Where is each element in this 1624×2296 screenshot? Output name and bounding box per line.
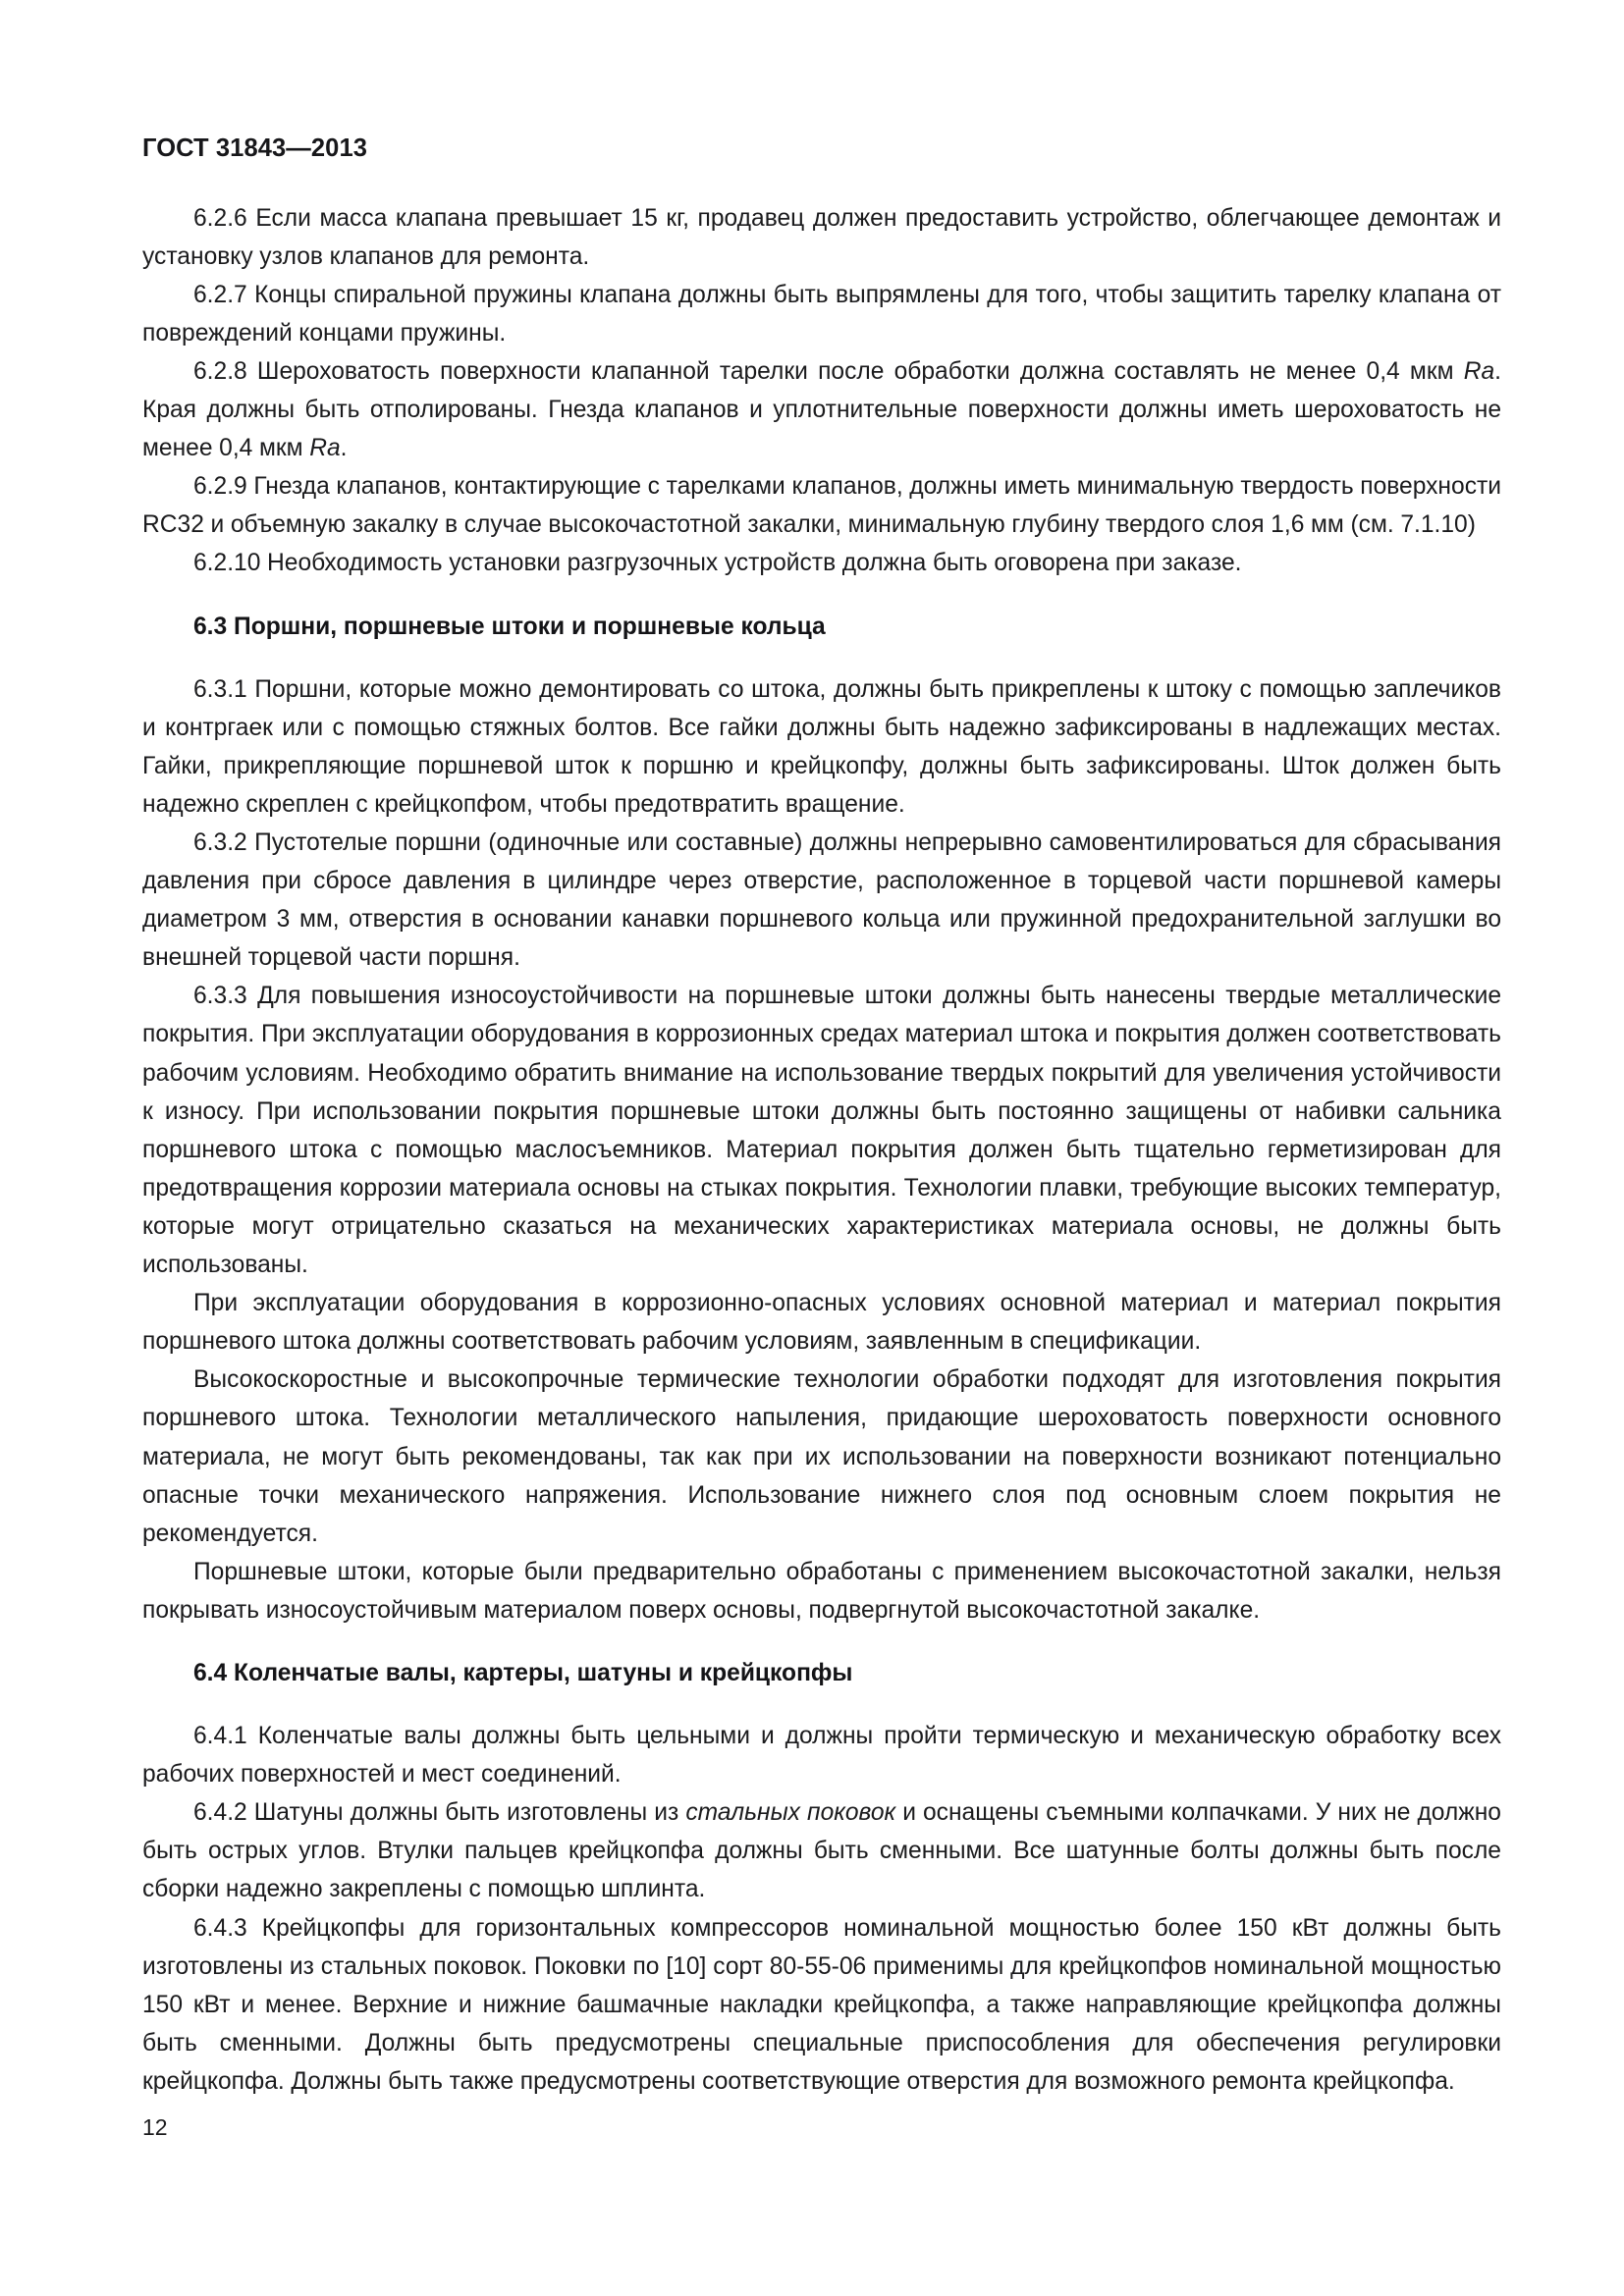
clause-6-2-8-text-c: . (340, 435, 348, 462)
clause-6-3-3: 6.3.3 Для повышения износоустойчивости на поршневые штоки должны быть нанесены твердые металлические покрытия. При эксплуатации оборудования в коррозионных средах материал штока и покрытия должен соответствовать рабочим условиям. Необходимо обратить внимание на использование твердых покрытий для увеличения устойчивости к износу. При использовании покрытия поршневые штоки должны быть постоянно защищены от набивки сальника поршневого штока с помощью маслосъемников. Материал покрытия должен быть тщательно герметизирован для предотвращения коррозии материала основы на стыках покрытия. Технологии плавки, требующие высоких температур, которые могут отрицательно сказаться на механических характеристиках материала основы, не должны быть использованы. (142, 983, 1501, 1279)
roughness-symbol-ra-2: Ra (309, 435, 341, 462)
clause-6-2-6: 6.2.6 Если масса клапана превышает 15 кг, продавец должен предоставить устройство, облегчающее демонтаж и установку узлов клапанов для ремонта. (142, 204, 1501, 270)
paragraph-thermal-technologies: Высокоскоростные и высокопрочные термические технологии обработки подходят для изготовления покрытия поршневого штока. Технологии металлического напыления, придающие шероховатость поверхности основного материала, не могут быть рекомендованы, так как при их использовании на поверхности возникают потенциально опасные точки механического напряжения. Использование нижнего слоя под основным слоем покрытия не рекомендуется. (142, 1366, 1501, 1547)
clause-6-4-1: 6.4.1 Коленчатые валы должны быть цельными и должны пройти термическую и механическую обработку всех рабочих поверхностей и мест соединений. (142, 1723, 1501, 1789)
clause-6-2-9: 6.2.9 Гнезда клапанов, контактирующие с тарелками клапанов, должны иметь минимальную твердость поверхности RC32 и объемную закалку в случае высокочастотной закалки, минимальную глубину твердого слоя 1,6 мм (см. 7.1.10) (142, 473, 1501, 539)
paragraph-piston-rods-hardening: Поршневые штоки, которые были предварительно обработаны с применением высокочастотной закалки, нельзя покрывать износоустойчивым материалом поверх основы, подвергнутой высокочастотной закалке. (142, 1558, 1501, 1624)
clause-6-2-8 (142, 352, 1501, 467)
document-standard-header: ГОСТ 31843—2013 (142, 134, 368, 162)
heading-spacer-above-6-4 (142, 1629, 1501, 1654)
document-body (142, 199, 1501, 2101)
heading-6-4: 6.4 Коленчатые валы, картеры, шатуны и крейцкопфы (193, 1659, 853, 1686)
clause-6-4-3: 6.4.3 Крейцкопфы для горизонтальных компрессоров номинальной мощностью более 150 кВт должны быть изготовлены из стальных поковок. Поковки по [10] сорт 80-55-06 применимы для крейцкопфов номинальной мощностью 150 кВт и менее. Верхние и нижние башмачные накладки крейцкопфа, а также направляющие крейцкопфа должны быть сменными. Должны быть предусмотрены специальные приспособления для обеспечения регулировки крейцкопфа. Должны быть также предусмотрены соответствующие отверстия для возможного ремонта крейцкопфа. (142, 1914, 1501, 2095)
clause-6-4-2 (142, 1793, 1501, 1908)
roughness-symbol-ra-1: Ra (1463, 357, 1495, 385)
heading-spacer-below-6-3 (142, 646, 1501, 670)
clause-6-2-8-text-b: . Края должны быть отполированы. Гнезда клапанов и уплотнительные поверхности должны иметь шероховатость не менее 0,4 мкм (142, 357, 1501, 462)
heading-spacer-below-6-4 (142, 1692, 1501, 1717)
clause-6-3-2: 6.3.2 Пустотелые поршни (одиночные или составные) должны непрерывно самовентилироваться для сбрасывания давления при сбросе давления в цилиндре через отверстие, расположенное в торцевой части поршневой камеры диаметром 3 мм, отверстия в основании канавки поршневого кольца или пружинной предохранительной заглушки во внешней торцевой части поршня. (142, 829, 1501, 972)
clause-6-2-8-text-a: 6.2.8 Шероховатость поверхности клапанной тарелки после обработки должна составлять не менее 0,4 мкм (193, 357, 1464, 385)
heading-spacer-above-6-3 (142, 583, 1501, 608)
clause-6-3-1: 6.3.1 Поршни, которые можно демонтировать со штока, должны быть прикреплены к штоку с помощью заплечиков и контргаек или с помощью стяжных болтов. Все гайки должны быть надежно зафиксированы в надлежащих местах. Гайки, прикрепляющие поршневой шток к поршню и крейцкопфу, должны быть зафиксированы. Шток должен быть надежно скреплен с крейцкопфом, чтобы предотвратить вращение. (142, 675, 1501, 818)
paragraph-corrosion-conditions: При эксплуатации оборудования в коррозионно-опасных условиях основной материал и материал покрытия поршневого штока должны соответствовать рабочим условиям, заявленным в спецификации. (142, 1290, 1501, 1356)
clause-6-2-10: 6.2.10 Необходимость установки разгрузочных устройств должна быть оговорена при заказе. (193, 550, 1242, 577)
heading-6-3: 6.3 Поршни, поршневые штоки и поршневые кольца (193, 613, 826, 640)
clause-6-4-2-text-b: и оснащены съемными колпачками. У них не должно быть острых углов. Втулки пальцев крейцкопфа должны быть сменными. Все шатунные болты должны быть после сборки надежно закреплены с помощью шплинта. (142, 1799, 1501, 1903)
page-content (142, 0, 1501, 2101)
emphasis-steel-forgings: стальных поковок (685, 1799, 896, 1827)
clause-6-2-7: 6.2.7 Концы спиральной пружины клапана должны быть выпрямлены для того, чтобы защитить тарелку клапана от повреждений концами пружины. (142, 281, 1501, 347)
clause-6-4-2-text-a: 6.4.2 Шатуны должны быть изготовлены из (193, 1799, 686, 1827)
page-number: 12 (142, 2114, 168, 2140)
